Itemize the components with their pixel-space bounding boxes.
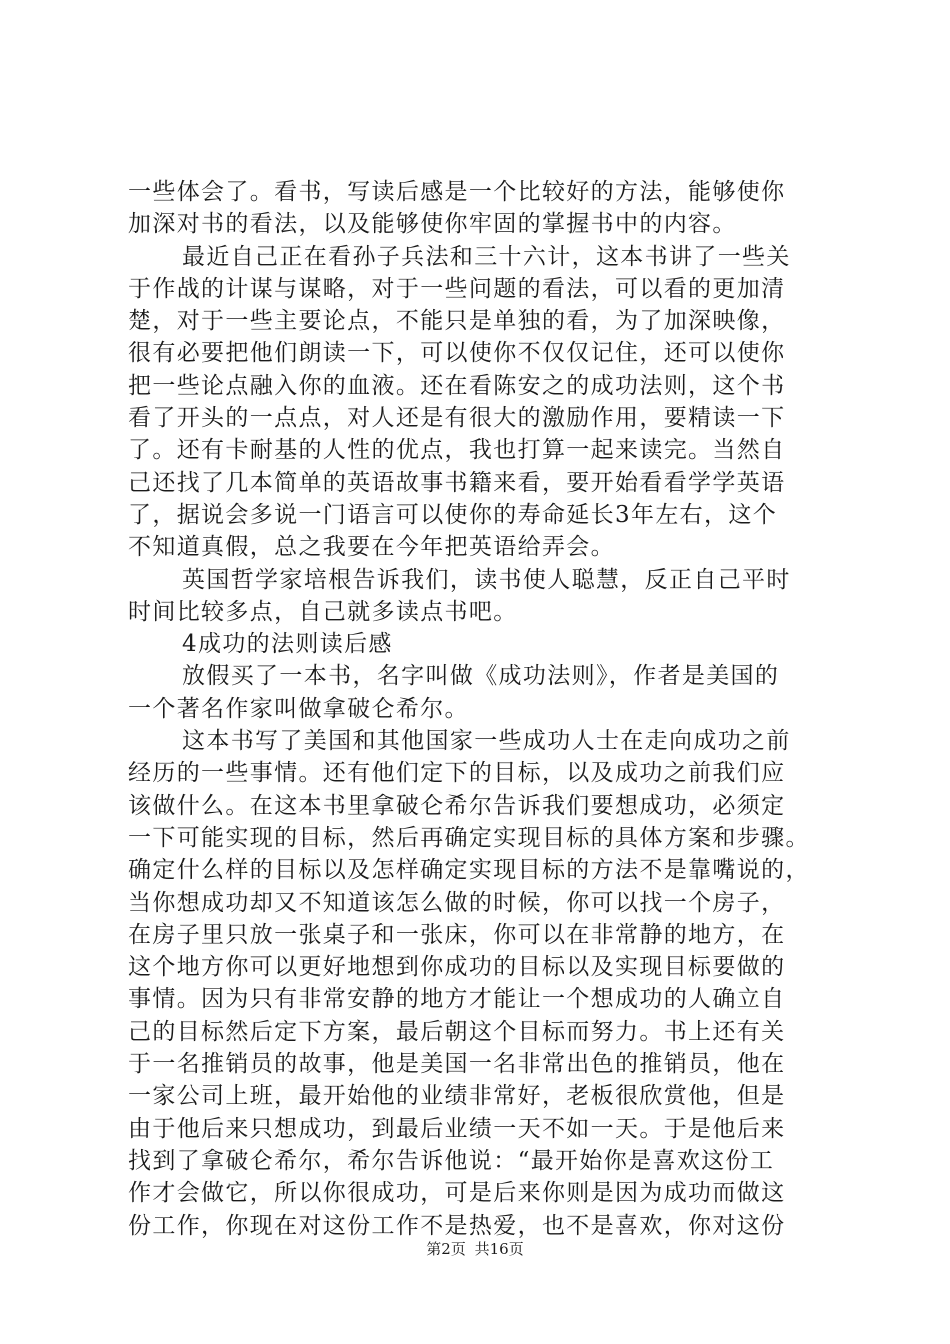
text-line: 事情。因为只有非常安静的地方才能让一个想成功的人确立自 xyxy=(128,986,786,1013)
text-line: 加深对书的看法，以及能够使你牢固的掌握书中的内容。 xyxy=(128,211,737,238)
text-line: 了，据说会多说一门语言可以使你的寿命延长3年左右，这个 xyxy=(128,501,778,528)
text-lines xyxy=(128,176,828,1242)
text-line: 一下可能实现的目标，然后再确定实现目标的具体方案和步骤。 xyxy=(128,824,810,851)
text-line: 己的目标然后定下方案，最后朝这个目标而努力。书上还有关 xyxy=(128,1018,786,1045)
text-line: 于作战的计谋与谋略，对于一些问题的看法，可以看的更加清 xyxy=(128,275,786,302)
text-line: 看了开头的一点点，对人还是有很大的激励作用，要精读一下 xyxy=(128,405,786,432)
text-line: 英国哲学家培根告诉我们，读书使人聪慧，反正自己平时 xyxy=(182,566,791,593)
text-line: 经历的一些事情。还有他们定下的目标，以及成功之前我们应 xyxy=(128,760,786,787)
text-line: 4成功的法则读后感 xyxy=(182,631,393,658)
text-line: 一个著名作家叫做拿破仑希尔。 xyxy=(128,695,469,722)
text-line: 己还找了几本简单的英语故事书籍来看，要开始看看学学英语 xyxy=(128,469,786,496)
text-line: 这个地方你可以更好地想到你成功的目标以及实现目标要做的 xyxy=(128,954,786,981)
text-line: 确定什么样的目标以及怎样确定实现目标的方法不是靠嘴说的， xyxy=(128,857,810,884)
text-line: 作才会做它，所以你很成功，可是后来你则是因为成功而做这 xyxy=(128,1180,786,1207)
text-line: 找到了拿破仑希尔，希尔告诉他说：“最开始你是喜欢这份工 xyxy=(128,1147,775,1174)
text-line: 一家公司上班，最开始他的业绩非常好，老板很欣赏他，但是 xyxy=(128,1083,786,1110)
document-body xyxy=(128,176,828,1242)
text-line: 该做什么。在这本书里拿破仑希尔告诉我们要想成功，必须定 xyxy=(128,792,786,819)
text-line: 把一些论点融入你的血液。还在看陈安之的成功法则，这个书 xyxy=(128,372,786,399)
text-line: 了。还有卡耐基的人性的优点，我也打算一起来读完。当然自 xyxy=(128,437,786,464)
text-line: 一些体会了。看书，写读后感是一个比较好的方法，能够使你 xyxy=(128,179,786,205)
text-line: 最近自己正在看孙子兵法和三十六计，这本书讲了一些关 xyxy=(182,243,791,270)
text-line: 不知道真假，总之我要在今年把英语给弄会。 xyxy=(128,534,615,561)
text-line: 时间比较多点，自己就多读点书吧。 xyxy=(128,598,518,625)
text-line: 份工作，你现在对这份工作不是热爱，也不是喜欢，你对这份 xyxy=(128,1212,786,1239)
page-footer xyxy=(0,1238,950,1259)
text-line: 在房子里只放一张桌子和一张床，你可以在非常静的地方，在 xyxy=(128,921,786,948)
text-line: 这本书写了美国和其他国家一些成功人士在走向成功之前 xyxy=(182,728,791,755)
current-page-label: 第2页 xyxy=(426,1240,466,1258)
text-line: 放假买了一本书，名字叫做《成功法则》，作者是美国的 xyxy=(182,663,780,690)
text-line: 于一名推销员的故事，他是美国一名非常出色的推销员，他在 xyxy=(128,1051,786,1078)
text-line: 很有必要把他们朗读一下，可以使你不仅仅记住，还可以使你 xyxy=(128,340,786,367)
text-line: 由于他后来只想成功，到最后业绩一天不如一天。于是他后来 xyxy=(128,1115,786,1142)
text-line: 楚，对于一些主要论点，不能只是单独的看，为了加深映像， xyxy=(128,308,786,335)
text-line: 当你想成功却又不知道该怎么做的时候，你可以找一个房子， xyxy=(128,889,786,916)
total-pages-label: 共16页 xyxy=(474,1240,524,1258)
